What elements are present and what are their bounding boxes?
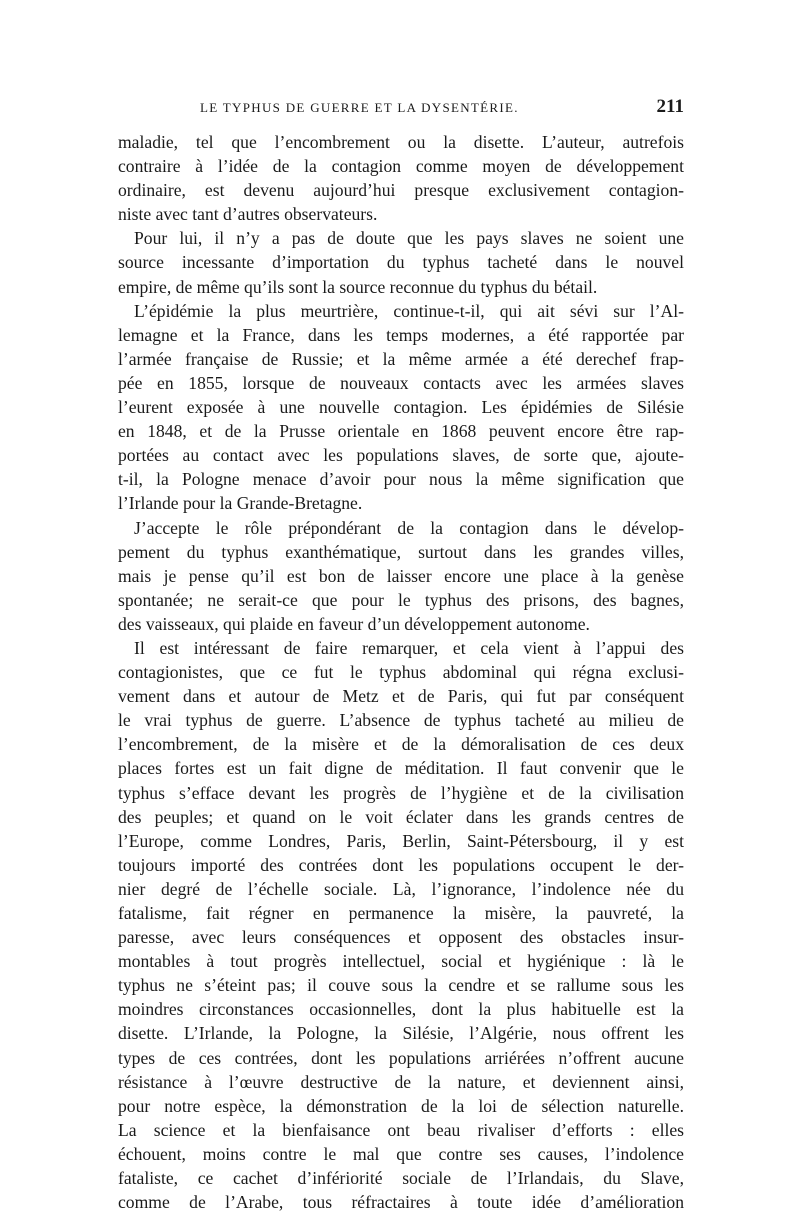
text-line: vement dans et autour de Metz et de Paris, qui fut par conséquent bbox=[118, 686, 684, 707]
text-line: comme de l’Arabe, tous réfractaires à toute idée d’amélioration bbox=[118, 1192, 684, 1213]
text-line: pée en 1855, lorsque de nouveaux contacts avec les armées slaves bbox=[118, 372, 684, 393]
book-page bbox=[118, 98, 684, 1214]
text-line: pour notre espèce, la démonstration de la loi de sélection naturelle. bbox=[118, 1095, 684, 1116]
text-line: empire, de même qu’ils sont la source reconnue du typhus du bétail. bbox=[118, 276, 598, 297]
text-line: disette. L’Irlande, la Pologne, la Silésie, l’Algérie, nous offrent les bbox=[118, 1023, 684, 1044]
text-line: source incessante d’importation du typhus tacheté dans le nouvel bbox=[118, 252, 684, 273]
text-line: typhus ne s’éteint pas; il couve sous la cendre et se rallume sous les bbox=[118, 975, 684, 996]
text-line: l’armée française de Russie; et la même armée a été derechef frap- bbox=[118, 348, 684, 369]
text-line: des peuples; et quand on le voit éclater dans les grands centres de bbox=[118, 806, 684, 827]
text-line: places fortes est un fait digne de méditation. Il faut convenir que le bbox=[118, 758, 684, 779]
text-line: moindres circonstances occasionnelles, dont la plus habituelle est la bbox=[118, 999, 684, 1020]
text-line: résistance à l’œuvre destructive de la nature, et deviennent ainsi, bbox=[118, 1071, 684, 1092]
text-line: nier degré de l’échelle sociale. Là, l’ignorance, l’indolence née du bbox=[118, 878, 684, 899]
running-title: LE TYPHUS DE GUERRE ET LA DYSENTÉRIE. bbox=[200, 100, 519, 115]
text-line: montables à tout progrès intellectuel, social et hygiénique : là le bbox=[118, 951, 684, 972]
body-text bbox=[118, 130, 684, 1214]
text-line: fatalisme, fait régner en permanence la misère, la pauvreté, la bbox=[118, 903, 684, 923]
text-line: types de ces contrées, dont les populations arriérées n’offrent aucune bbox=[118, 1047, 684, 1068]
text-line: Il est intéressant de faire remarquer, et cela vient à l’appui des bbox=[134, 637, 684, 658]
text-line: fataliste, ce cachet d’infériorité sociale de l’Irlandais, du Slave, bbox=[118, 1168, 684, 1189]
text-line: portées au contact avec les populations slaves, de sorte que, ajoute- bbox=[118, 445, 684, 466]
text-line: contagionistes, que ce fut le typhus abdominal qui régna exclusi- bbox=[118, 662, 684, 683]
text-line: J’accepte le rôle prépondérant de la contagion dans le dévelop- bbox=[134, 517, 684, 538]
text-line: des vaisseaux, qui plaide en faveur d’un développement autonome. bbox=[118, 613, 590, 634]
text-line: toujours importé des contrées dont les populations occupent le der- bbox=[118, 854, 684, 875]
text-line: spontanée; ne serait-ce que pour le typhus des prisons, des bagnes, bbox=[118, 589, 684, 610]
text-line: échouent, moins contre le mal que contre ses causes, l’indolence bbox=[118, 1143, 684, 1164]
text-line: le vrai typhus de guerre. L’absence de typhus tacheté au milieu de bbox=[118, 710, 684, 731]
text-line: pement du typhus exanthématique, surtout dans les grandes villes, bbox=[118, 541, 684, 562]
text-line: contraire à l’idée de la contagion comme moyen de développement bbox=[118, 156, 684, 177]
page-header bbox=[118, 98, 684, 130]
text-line: en 1848, et de la Prusse orientale en 1868 peuvent encore être rap- bbox=[118, 421, 684, 442]
text-line: paresse, avec leurs conséquences et opposent des obstacles insur- bbox=[118, 927, 684, 948]
text-line: typhus s’efface devant les progrès de l’hygiène et de la civilisation bbox=[118, 782, 684, 803]
text-line: ordinaire, est devenu aujourd’hui presque exclusivement contagion- bbox=[118, 180, 684, 201]
text-line: l’Irlande pour la Grande-Bretagne. bbox=[118, 493, 363, 514]
text-line: l’eurent exposée à une nouvelle contagion. Les épidémies de Silésie bbox=[118, 397, 684, 418]
text-line: L’épidémie la plus meurtrière, continue-t-il, qui ait sévi sur l’Al- bbox=[134, 300, 684, 321]
text-line: maladie, tel que l’encombrement ou la disette. L’auteur, autrefois bbox=[118, 132, 684, 152]
text-line: La science et la bienfaisance ont beau rivaliser d’efforts : elles bbox=[118, 1119, 684, 1140]
page-number: 211 bbox=[656, 96, 684, 117]
text-line: t-il, la Pologne menace d’avoir pour nous la même signification que bbox=[118, 469, 684, 490]
text-line: l’encombrement, de la misère et de la démoralisation de ces deux bbox=[118, 734, 684, 755]
text-line: l’Europe, comme Londres, Paris, Berlin, Saint-Pétersbourg, il y est bbox=[118, 830, 684, 851]
text-line: mais je pense qu’il est bon de laisser encore une place à la genèse bbox=[118, 565, 684, 586]
text-line: Pour lui, il n’y a pas de doute que les pays slaves ne soient une bbox=[134, 228, 684, 249]
text-line: lemagne et la France, dans les temps modernes, a été rapportée par bbox=[118, 324, 684, 345]
text-line: niste avec tant d’autres observateurs. bbox=[118, 204, 378, 225]
